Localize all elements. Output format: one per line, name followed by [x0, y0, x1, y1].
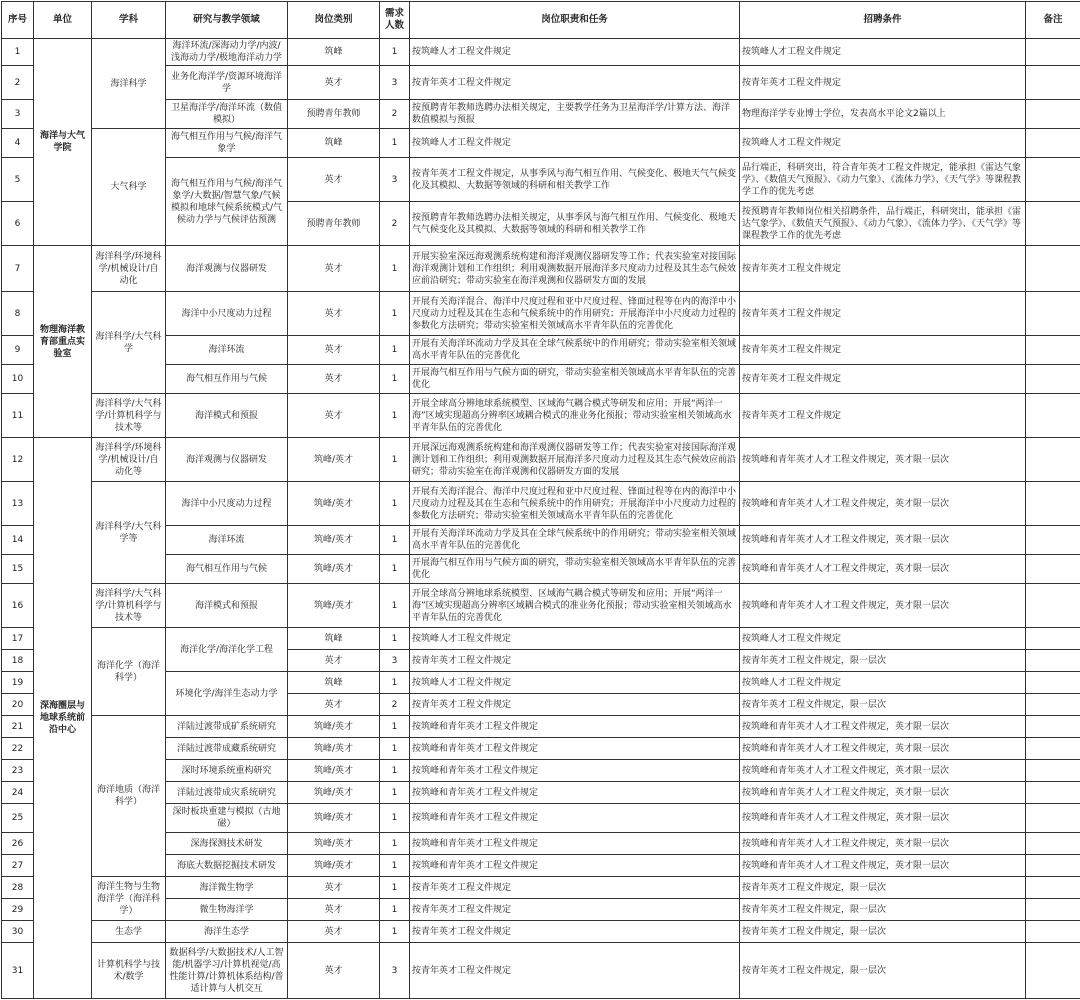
- row-seq: 3: [2, 100, 34, 129]
- type-cell: 英才: [288, 158, 380, 202]
- duty-cell: 开展有关海洋混合、海洋中尺度过程和亚中尺度过程、锋面过程等在内的海洋中小尺度动力过程及其在生态和气候系统中的作用研究；开展海洋中小尺度动力过程的参数化方法研究；带动实验室相关领域高水平青年队伍的完善优化: [410, 482, 740, 526]
- row-seq: 5: [2, 158, 34, 202]
- field-cell: 卫星海洋学/海洋环流（数值模拟）: [166, 100, 288, 129]
- field-cell: 海洋生态学: [166, 921, 288, 943]
- row-seq: 21: [2, 716, 34, 738]
- count-cell: 1: [380, 921, 410, 943]
- duty-cell: 按预聘青年教师选聘办法相关规定，主要教学任务为卫星海洋学/计算方法、海洋数值模拟与预报: [410, 100, 740, 129]
- duty-cell: 按青年英才工程文件规定，从事季风与海气相互作用、气候变化、极地天气气候变化及其模拟、大数据等领域的科研和相关教学工作: [410, 158, 740, 202]
- row-seq: 14: [2, 526, 34, 555]
- type-cell: 筑峰/英才: [288, 782, 380, 804]
- duty-cell: 按筑峰和青年英才工程文件规定: [410, 760, 740, 782]
- discipline-cell: 海洋科学/环境科学/机械设计/自动化等: [92, 438, 166, 482]
- field-cell: 海洋观测与仪器研发: [166, 246, 288, 292]
- count-cell: 1: [380, 365, 410, 394]
- unit-cell: 海洋与大气学院: [34, 39, 92, 246]
- row-seq: 13: [2, 482, 34, 526]
- table-row: [2, 943, 1080, 999]
- type-cell: 筑峰: [288, 628, 380, 650]
- row-seq: 31: [2, 943, 34, 999]
- header-duty: 岗位职责和任务: [410, 2, 740, 39]
- duty-cell: 开展海气相互作用与气候方面的研究，带动实验室相关领域高水平青年队伍的完善优化: [410, 555, 740, 584]
- count-cell: 3: [380, 66, 410, 100]
- count-cell: 1: [380, 877, 410, 899]
- requirement-cell: 按筑峰和青年英才人才工程文件规定，英才限一层次: [740, 804, 1026, 833]
- remark-cell: [1026, 943, 1080, 999]
- field-cell: 海洋模式和预报: [166, 394, 288, 438]
- requirement-cell: 按筑峰和青年英才人才工程文件规定，英才限一层次: [740, 526, 1026, 555]
- remark-cell: [1026, 482, 1080, 526]
- requirement-cell: 按筑峰和青年英才人才工程文件规定，英才限一层次: [740, 833, 1026, 855]
- remark-cell: [1026, 921, 1080, 943]
- discipline-cell: 海洋化学（海洋科学）: [92, 628, 166, 716]
- row-seq: 7: [2, 246, 34, 292]
- discipline-cell: 海洋科学/大气科学/计算机科学与技术等: [92, 394, 166, 438]
- remark-cell: [1026, 555, 1080, 584]
- table-row: [2, 877, 1080, 899]
- count-cell: 1: [380, 760, 410, 782]
- duty-cell: 开展全球高分辨地球系统模型、区域海气耦合模式等研发和应用；开展“两洋一海”区域实现超高分辨率区域耦合模式的准业务化预报；带动实验室相关领域高水平青年队伍的完善优化: [410, 584, 740, 628]
- row-seq: 12: [2, 438, 34, 482]
- table-row: [2, 246, 1080, 292]
- remark-cell: [1026, 855, 1080, 877]
- remark-cell: [1026, 738, 1080, 760]
- duty-cell: 按筑峰和青年英才工程文件规定: [410, 716, 740, 738]
- duty-cell: 按筑峰和青年英才工程文件规定: [410, 738, 740, 760]
- requirement-cell: 按筑峰和青年英才人才工程文件规定，英才限一层次: [740, 760, 1026, 782]
- header-discipline: 学科: [92, 2, 166, 39]
- count-cell: 1: [380, 336, 410, 365]
- field-cell: 海洋环流/深海动力学/内波/浅海动力学/极地海洋动力学: [166, 39, 288, 66]
- count-cell: 1: [380, 394, 410, 438]
- header-type: 岗位类别: [288, 2, 380, 39]
- field-cell: 海气相互作用与气候/海洋气象学: [166, 129, 288, 158]
- header-field: 研究与教学领域: [166, 2, 288, 39]
- type-cell: 筑峰/英才: [288, 482, 380, 526]
- field-cell: 海洋微生物学: [166, 877, 288, 899]
- requirement-cell: 按青年英才工程文件规定: [740, 66, 1026, 100]
- field-cell: 洋陆过渡带成藏系统研究: [166, 738, 288, 760]
- remark-cell: [1026, 716, 1080, 738]
- type-cell: 英才: [288, 394, 380, 438]
- requirement-cell: 按青年英才工程文件规定，限一层次: [740, 921, 1026, 943]
- header-requirement: 招聘条件: [740, 2, 1026, 39]
- row-seq: 6: [2, 202, 34, 246]
- requirement-cell: 按筑峰和青年英才人才工程文件规定，英才限一层次: [740, 482, 1026, 526]
- count-cell: 1: [380, 738, 410, 760]
- duty-cell: 开展海气相互作用与气候方面的研究，带动实验室相关领域高水平青年队伍的完善优化: [410, 365, 740, 394]
- field-cell: 海洋观测与仪器研发: [166, 438, 288, 482]
- field-cell: 海底大数据挖掘技术研发: [166, 855, 288, 877]
- type-cell: 筑峰/英才: [288, 833, 380, 855]
- type-cell: 筑峰/英才: [288, 804, 380, 833]
- remark-cell: [1026, 650, 1080, 672]
- count-cell: 1: [380, 782, 410, 804]
- remark-cell: [1026, 833, 1080, 855]
- recruitment-table: [1, 1, 1080, 999]
- header-seq: 序号: [2, 2, 34, 39]
- row-seq: 28: [2, 877, 34, 899]
- discipline-cell: 海洋科学/大气科学等: [92, 482, 166, 584]
- remark-cell: [1026, 694, 1080, 716]
- remark-cell: [1026, 526, 1080, 555]
- field-cell: 环境化学/海洋生态动力学: [166, 672, 288, 716]
- table-row: [2, 716, 1080, 738]
- field-cell: 业务化海洋学/资源环境海洋学: [166, 66, 288, 100]
- field-cell: 海气相互作用与气候/海洋气象学/大数据/智慧气象/气候模拟和地球气候系统模式/气候动力学与气候评估预测: [166, 158, 288, 246]
- requirement-cell: 按筑峰和青年英才人才工程文件规定，英才限一层次: [740, 438, 1026, 482]
- count-cell: 1: [380, 804, 410, 833]
- type-cell: 英才: [288, 943, 380, 999]
- row-seq: 24: [2, 782, 34, 804]
- field-cell: 海洋化学/海洋化学工程: [166, 628, 288, 672]
- remark-cell: [1026, 628, 1080, 650]
- duty-cell: 按筑峰和青年英才工程文件规定: [410, 804, 740, 833]
- remark-cell: [1026, 202, 1080, 246]
- discipline-cell: 生态学: [92, 921, 166, 943]
- count-cell: 1: [380, 672, 410, 694]
- requirement-cell: 按青年英才工程文件规定: [740, 394, 1026, 438]
- requirement-cell: 按青年英才工程文件规定: [740, 365, 1026, 394]
- duty-cell: 开展有关海洋环流动力学及其在全球气候系统中的作用研究；带动实验室相关领域高水平青年队伍的完善优化: [410, 526, 740, 555]
- type-cell: 英才: [288, 899, 380, 921]
- type-cell: 筑峰/英才: [288, 526, 380, 555]
- field-cell: 海气相互作用与气候: [166, 555, 288, 584]
- unit-cell: 深海圈层与地球系统前沿中心: [34, 438, 92, 999]
- duty-cell: 按青年英才工程文件规定: [410, 921, 740, 943]
- count-cell: 3: [380, 650, 410, 672]
- remark-cell: [1026, 246, 1080, 292]
- duty-cell: 按筑峰和青年英才工程文件规定: [410, 855, 740, 877]
- row-seq: 18: [2, 650, 34, 672]
- requirement-cell: 按青年英才工程文件规定: [740, 246, 1026, 292]
- count-cell: 1: [380, 526, 410, 555]
- requirement-cell: 按青年英才工程文件规定，限一层次: [740, 899, 1026, 921]
- header-row: [2, 2, 1080, 39]
- table-row: [2, 438, 1080, 482]
- remark-cell: [1026, 336, 1080, 365]
- remark-cell: [1026, 782, 1080, 804]
- requirement-cell: 按青年英才工程文件规定: [740, 336, 1026, 365]
- duty-cell: 开展实验室深远海观测系统构建和海洋观测仪器研发等工作；代表实验室对接国际海洋观测计划和工作组织；利用观测数据开展海洋多尺度动力过程及其生态气候效应前沿研究；带动实验室在海洋观测和仪器研发方面的发展: [410, 246, 740, 292]
- type-cell: 筑峰/英才: [288, 555, 380, 584]
- count-cell: 1: [380, 584, 410, 628]
- discipline-cell: 计算机科学与技术/数学: [92, 943, 166, 999]
- requirement-cell: 按筑峰人才工程文件规定: [740, 628, 1026, 650]
- count-cell: 1: [380, 129, 410, 158]
- field-cell: 洋陆过渡带成矿系统研究: [166, 716, 288, 738]
- count-cell: 1: [380, 39, 410, 66]
- remark-cell: [1026, 39, 1080, 66]
- row-seq: 25: [2, 804, 34, 833]
- duty-cell: 按筑峰和青年英才工程文件规定: [410, 833, 740, 855]
- header-unit: 单位: [34, 2, 92, 39]
- remark-cell: [1026, 760, 1080, 782]
- duty-cell: 按筑峰人才工程文件规定: [410, 129, 740, 158]
- table-row: [2, 482, 1080, 526]
- row-seq: 1: [2, 39, 34, 66]
- requirement-cell: 品行端正，科研突出，符合青年英才工程文件规定，能承担《雷达气象学》、《数值天气预报》、《动力气象》、《流体力学》、《天气学》等课程教学工作的优先考虑: [740, 158, 1026, 202]
- row-seq: 27: [2, 855, 34, 877]
- table-row: [2, 129, 1080, 158]
- remark-cell: [1026, 584, 1080, 628]
- count-cell: 1: [380, 833, 410, 855]
- count-cell: 1: [380, 855, 410, 877]
- type-cell: 筑峰/英才: [288, 716, 380, 738]
- duty-cell: 开展有关海洋混合、海洋中尺度过程和亚中尺度过程、锋面过程等在内的海洋中小尺度动力过程及其在生态和气候系统中的作用研究；开展海洋中小尺度动力过程的参数化方法研究；带动实验室相关领域高水平青年队伍的完善优化: [410, 292, 740, 336]
- requirement-cell: 按预聘青年教师岗位相关招聘条件，品行端正，科研突出，能承担《雷达气象学》、《数值天气预报》、《动力气象》、《流体力学》、《天气学》等课程教学工作的优先考虑: [740, 202, 1026, 246]
- discipline-cell: 大气科学: [92, 129, 166, 246]
- type-cell: 筑峰/英才: [288, 760, 380, 782]
- row-seq: 26: [2, 833, 34, 855]
- duty-cell: 开展全球高分辨地球系统模型、区域海气耦合模式等研发和应用；开展“两洋一海”区域实现超高分辨率区域耦合模式的准业务化预报；带动实验室相关领域高水平青年队伍的完善优化: [410, 394, 740, 438]
- row-seq: 8: [2, 292, 34, 336]
- discipline-cell: 海洋科学: [92, 39, 166, 129]
- remark-cell: [1026, 66, 1080, 100]
- type-cell: 英才: [288, 877, 380, 899]
- row-seq: 19: [2, 672, 34, 694]
- header-remark: 备注: [1026, 2, 1080, 39]
- table-row: [2, 292, 1080, 336]
- field-cell: 海气相互作用与气候: [166, 365, 288, 394]
- table-row: [2, 39, 1080, 66]
- requirement-cell: 按筑峰和青年英才人才工程文件规定，英才限一层次: [740, 584, 1026, 628]
- requirement-cell: 按青年英才工程文件规定，限一层次: [740, 943, 1026, 999]
- table-row: [2, 584, 1080, 628]
- type-cell: 英才: [288, 246, 380, 292]
- duty-cell: 按预聘青年教师选聘办法相关规定，从事季风与海气相互作用、气候变化、极地天气气候变化及其模拟、大数据等领域的科研和相关教学工作: [410, 202, 740, 246]
- type-cell: 筑峰/英才: [288, 855, 380, 877]
- field-cell: 海洋中小尺度动力过程: [166, 292, 288, 336]
- field-cell: 深海探测技术研发: [166, 833, 288, 855]
- header-count: 需求人数: [380, 2, 410, 39]
- row-seq: 17: [2, 628, 34, 650]
- duty-cell: 按青年英才工程文件规定: [410, 66, 740, 100]
- remark-cell: [1026, 804, 1080, 833]
- type-cell: 英才: [288, 292, 380, 336]
- count-cell: 2: [380, 202, 410, 246]
- discipline-cell: 海洋科学/环境科学/机械设计/自动化: [92, 246, 166, 292]
- row-seq: 9: [2, 336, 34, 365]
- type-cell: 英才: [288, 921, 380, 943]
- type-cell: 英才: [288, 336, 380, 365]
- type-cell: 筑峰: [288, 129, 380, 158]
- type-cell: 筑峰/英才: [288, 738, 380, 760]
- remark-cell: [1026, 292, 1080, 336]
- field-cell: 海洋环流: [166, 526, 288, 555]
- count-cell: 3: [380, 943, 410, 999]
- duty-cell: 按筑峰人才工程文件规定: [410, 628, 740, 650]
- row-seq: 30: [2, 921, 34, 943]
- remark-cell: [1026, 129, 1080, 158]
- requirement-cell: 按青年英才工程文件规定，限一层次: [740, 650, 1026, 672]
- field-cell: 微生物海洋学: [166, 899, 288, 921]
- row-seq: 10: [2, 365, 34, 394]
- requirement-cell: 物理海洋学专业博士学位，发表高水平论文2篇以上: [740, 100, 1026, 129]
- duty-cell: 按筑峰人才工程文件规定: [410, 672, 740, 694]
- duty-cell: 按青年英才工程文件规定: [410, 943, 740, 999]
- remark-cell: [1026, 365, 1080, 394]
- count-cell: 1: [380, 438, 410, 482]
- unit-cell: 物理海洋教育部重点实验室: [34, 246, 92, 438]
- remark-cell: [1026, 158, 1080, 202]
- table-row: [2, 394, 1080, 438]
- duty-cell: 按筑峰人才工程文件规定: [410, 39, 740, 66]
- type-cell: 筑峰: [288, 39, 380, 66]
- row-seq: 16: [2, 584, 34, 628]
- count-cell: 1: [380, 555, 410, 584]
- count-cell: 1: [380, 716, 410, 738]
- row-seq: 2: [2, 66, 34, 100]
- requirement-cell: 按筑峰人才工程文件规定: [740, 129, 1026, 158]
- count-cell: 1: [380, 899, 410, 921]
- row-seq: 22: [2, 738, 34, 760]
- field-cell: 海洋环流: [166, 336, 288, 365]
- requirement-cell: 按筑峰和青年英才人才工程文件规定，英才限一层次: [740, 555, 1026, 584]
- row-seq: 4: [2, 129, 34, 158]
- field-cell: 数据科学/大数据技术/人工智能/机器学习/计算机视觉/高性能计算/计算机体系结构/普适计算与人机交互: [166, 943, 288, 999]
- type-cell: 筑峰: [288, 672, 380, 694]
- type-cell: 筑峰/英才: [288, 584, 380, 628]
- duty-cell: 开展深远海观测系统构建和海洋观测仪器研发等工作；代表实验室对接国际海洋观测计划和工作组织；利用观测数据开展海洋多尺度动力过程及其生态气候效应前沿研究；带动实验室在海洋观测和仪器研发方面的发展: [410, 438, 740, 482]
- row-seq: 29: [2, 899, 34, 921]
- count-cell: 1: [380, 246, 410, 292]
- remark-cell: [1026, 672, 1080, 694]
- discipline-cell: 海洋科学/大气科学/计算机科学与技术等: [92, 584, 166, 628]
- count-cell: 1: [380, 292, 410, 336]
- row-seq: 11: [2, 394, 34, 438]
- duty-cell: 按青年英才工程文件规定: [410, 694, 740, 716]
- requirement-cell: 按筑峰人才工程文件规定: [740, 672, 1026, 694]
- requirement-cell: 按筑峰和青年英才人才工程文件规定，英才限一层次: [740, 855, 1026, 877]
- count-cell: 2: [380, 100, 410, 129]
- remark-cell: [1026, 438, 1080, 482]
- requirement-cell: 按筑峰和青年英才人才工程文件规定，英才限一层次: [740, 716, 1026, 738]
- field-cell: 深时板块重建与模拟（古地磁）: [166, 804, 288, 833]
- row-seq: 15: [2, 555, 34, 584]
- field-cell: 洋陆过渡带成灾系统研究: [166, 782, 288, 804]
- duty-cell: 按筑峰和青年英才工程文件规定: [410, 782, 740, 804]
- discipline-cell: 海洋地质（海洋科学）: [92, 716, 166, 877]
- requirement-cell: 按筑峰和青年英才人才工程文件规定，英才限一层次: [740, 738, 1026, 760]
- type-cell: 预聘青年教师: [288, 100, 380, 129]
- duty-cell: 按青年英才工程文件规定: [410, 877, 740, 899]
- type-cell: 英才: [288, 650, 380, 672]
- discipline-cell: 海洋科学/大气科学: [92, 292, 166, 394]
- duty-cell: 按青年英才工程文件规定: [410, 650, 740, 672]
- type-cell: 预聘青年教师: [288, 202, 380, 246]
- type-cell: 英才: [288, 365, 380, 394]
- type-cell: 英才: [288, 694, 380, 716]
- remark-cell: [1026, 394, 1080, 438]
- row-seq: 23: [2, 760, 34, 782]
- count-cell: 1: [380, 482, 410, 526]
- requirement-cell: 按筑峰和青年英才人才工程文件规定，英才限一层次: [740, 782, 1026, 804]
- count-cell: 1: [380, 628, 410, 650]
- table-row: [2, 628, 1080, 650]
- field-cell: 海洋模式和预报: [166, 584, 288, 628]
- requirement-cell: 按筑峰人才工程文件规定: [740, 39, 1026, 66]
- requirement-cell: 按青年英才工程文件规定，限一层次: [740, 694, 1026, 716]
- count-cell: 2: [380, 694, 410, 716]
- type-cell: 英才: [288, 66, 380, 100]
- remark-cell: [1026, 899, 1080, 921]
- requirement-cell: 按青年英才工程文件规定，限一层次: [740, 877, 1026, 899]
- requirement-cell: 按青年英才工程文件规定: [740, 292, 1026, 336]
- discipline-cell: 海洋生物与生物海洋学（海洋科学）: [92, 877, 166, 921]
- field-cell: 海洋中小尺度动力过程: [166, 482, 288, 526]
- count-cell: 3: [380, 158, 410, 202]
- type-cell: 筑峰/英才: [288, 438, 380, 482]
- field-cell: 深时环境系统重构研究: [166, 760, 288, 782]
- duty-cell: 开展有关海洋环流动力学及其在全球气候系统中的作用研究；带动实验室相关领域高水平青年队伍的完善优化: [410, 336, 740, 365]
- table-row: [2, 921, 1080, 943]
- remark-cell: [1026, 100, 1080, 129]
- duty-cell: 按青年英才工程文件规定: [410, 899, 740, 921]
- remark-cell: [1026, 877, 1080, 899]
- row-seq: 20: [2, 694, 34, 716]
